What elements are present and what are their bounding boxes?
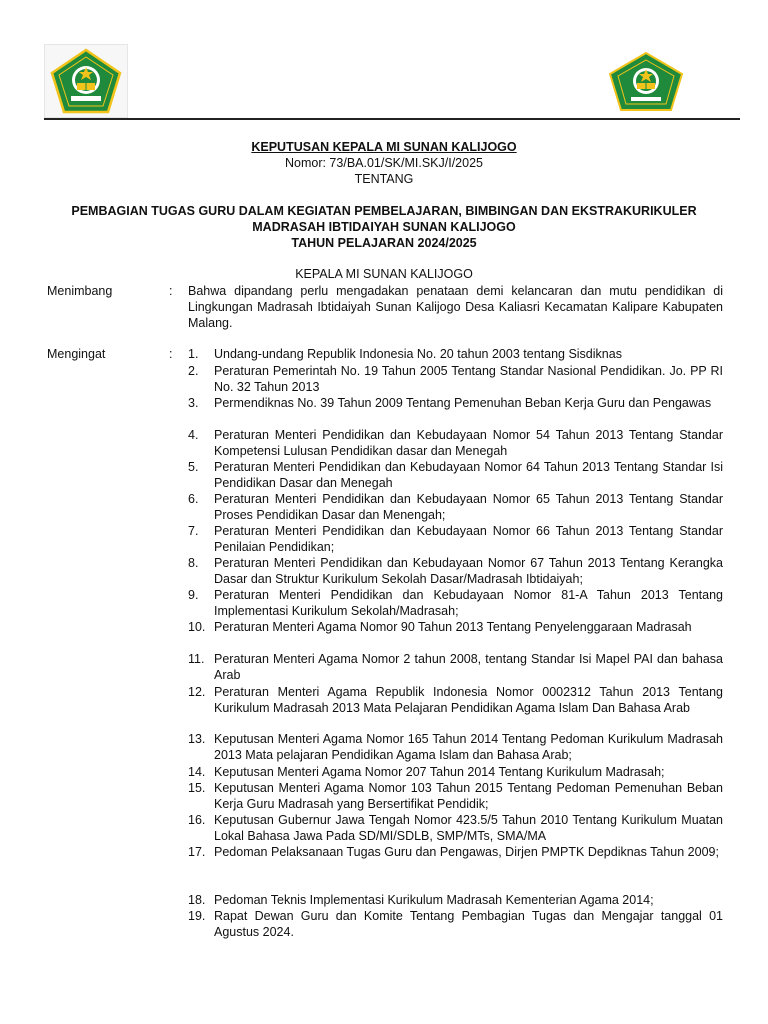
menimbang-colon: : (169, 284, 173, 298)
list-item-number: 17. (188, 845, 206, 859)
list-item-number: 3. (188, 396, 199, 410)
list-item-number: 7. (188, 524, 199, 538)
kemenag-emblem-icon (606, 52, 686, 112)
left-logo (44, 44, 128, 118)
list-item-number: 19. (188, 909, 206, 923)
list-item-text: Peraturan Menteri Pendidikan dan Kebudayaan Nomor 66 Tahun 2013 Tentang Standar Penilaian Pendidikan; (214, 524, 723, 554)
list-item-number: 6. (188, 492, 199, 506)
list-item-text: Pedoman Teknis Implementasi Kurikulum Madrasah Kementerian Agama 2014; (214, 893, 654, 907)
mengingat-label: Mengingat (47, 347, 106, 361)
list-item-text: Keputusan Gubernur Jawa Tengah Nomor 423.5/5 Tahun 2010 Tentang Kurikulum Muatan Lokal Bahasa Jawa Pada SD/MI/SDLB, SMP/MTs, SMA/MA (214, 813, 723, 843)
list-item-text: Peraturan Menteri Pendidikan dan Kebudayaan Nomor 65 Tahun 2013 Tentang Standar Proses Pendidikan Dasar dan Menengah; (214, 492, 723, 522)
list-item-number: 8. (188, 556, 199, 570)
subject-line-2: MADRASAH IBTIDAIYAH SUNAN KALIJOGO (252, 220, 516, 234)
list-item-text: Pedoman Pelaksanaan Tugas Guru dan Pengawas, Dirjen PMPTK Depdiknas Tahun 2009; (214, 845, 719, 859)
menimbang-label: Menimbang (47, 284, 113, 298)
list-item-text: Keputusan Menteri Agama Nomor 207 Tahun 2014 Tentang Kurikulum Madrasah; (214, 765, 665, 779)
list-item-number: 13. (188, 732, 206, 746)
right-logo (606, 52, 686, 112)
list-item-text: Keputusan Menteri Agama Nomor 103 Tahun 2015 Tentang Pedoman Pemenuhan Beban Kerja Guru Madrasah yang Bersertifikat Pendidik; (214, 781, 723, 811)
mengingat-colon: : (169, 347, 173, 361)
list-item-text: Peraturan Menteri Agama Nomor 2 tahun 2008, tentang Standar Isi Mapel PAI dan bahasa Arab (214, 652, 723, 682)
list-item-number: 2. (188, 364, 199, 378)
list-item-number: 5. (188, 460, 199, 474)
header-divider (44, 118, 740, 120)
menimbang-text: Bahwa dipandang perlu mengadakan penataan demi kelancaran dan mutu pendidikan di Lingkungan Madrasah Ibtidaiyah Sunan Kalijogo Desa Kaliasri Kecamatan Kalipare Kabupaten Malang. (188, 284, 723, 330)
decree-title: KEPUTUSAN KEPALA MI SUNAN KALIJOGO (251, 140, 517, 154)
list-item-number: 12. (188, 685, 206, 699)
list-item-text: Undang-undang Republik Indonesia No. 20 tahun 2003 tentang Sisdiknas (214, 347, 622, 361)
list-item-text: Keputusan Menteri Agama Nomor 165 Tahun 2014 Tentang Pedoman Kurikulum Madrasah 2013 Mata pelajaran Pendidikan Agama Islam dan Bahasa Arab; (214, 732, 723, 762)
list-item-text: Peraturan Menteri Pendidikan dan Kebudayaan Nomor 81-A Tahun 2013 Tentang Implementasi Kurikulum Sekolah/Madrasah; (214, 588, 723, 618)
list-item-text: Peraturan Pemerintah No. 19 Tahun 2005 Tentang Standar Nasional Pendidikan. Jo. PP RI No. 32 Tahun 2013 (214, 364, 723, 394)
list-item-text: Permendiknas No. 39 Tahun 2009 Tentang Pemenuhan Beban Kerja Guru dan Pengawas (214, 396, 712, 410)
list-item-number: 10. (188, 620, 206, 634)
list-item-text: Peraturan Menteri Agama Nomor 90 Tahun 2013 Tentang Penyelenggaraan Madrasah (214, 620, 692, 634)
list-item-number: 18. (188, 893, 206, 907)
list-item-number: 16. (188, 813, 206, 827)
list-item-text: Peraturan Menteri Agama Republik Indonesia Nomor 0002312 Tahun 2013 Tentang Kurikulum Madrasah 2013 Mata Pelajaran Pendidikan Agama Islam Dan Bahasa Arab (214, 685, 723, 715)
list-item-number: 4. (188, 428, 199, 442)
list-item-number: 11. (188, 652, 205, 666)
subject-line-3: TAHUN PELAJARAN 2024/2025 (291, 236, 477, 250)
subject-line-1: PEMBAGIAN TUGAS GURU DALAM KEGIATAN PEMBELAJARAN, BIMBINGAN DAN EKSTRAKURIKULER (71, 204, 697, 218)
list-item-text: Peraturan Menteri Pendidikan dan Kebudayaan Nomor 64 Tahun 2013 Tentang Standar Isi Pendidikan Dasar dan Menegah (214, 460, 723, 490)
list-item-number: 15. (188, 781, 206, 795)
list-item-text: Peraturan Menteri Pendidikan dan Kebudayaan Nomor 67 Tahun 2013 Tentang Kerangka Dasar dan Struktur Kurikulum Sekolah Dasar/Madrasah Ibtidaiyah; (214, 556, 723, 586)
list-item-text: Peraturan Menteri Pendidikan dan Kebudayaan Nomor 54 Tahun 2013 Tentang Standar Kompetensi Lulusan Pendidikan dasar dan Menegah (214, 428, 723, 458)
list-item-text: Rapat Dewan Guru dan Komite Tentang Pembagian Tugas dan Mengajar tanggal 01 Agustus 2024. (214, 909, 723, 939)
tentang-label: TENTANG (354, 172, 414, 186)
decree-number: Nomor: 73/BA.01/SK/MI.SKJ/I/2025 (284, 156, 483, 170)
list-item-number: 1. (188, 347, 199, 361)
kemenag-emblem-icon (49, 47, 123, 115)
authority-heading: KEPALA MI SUNAN KALIJOGO (295, 267, 473, 281)
list-item-number: 14. (188, 765, 206, 779)
list-item-number: 9. (188, 588, 199, 602)
